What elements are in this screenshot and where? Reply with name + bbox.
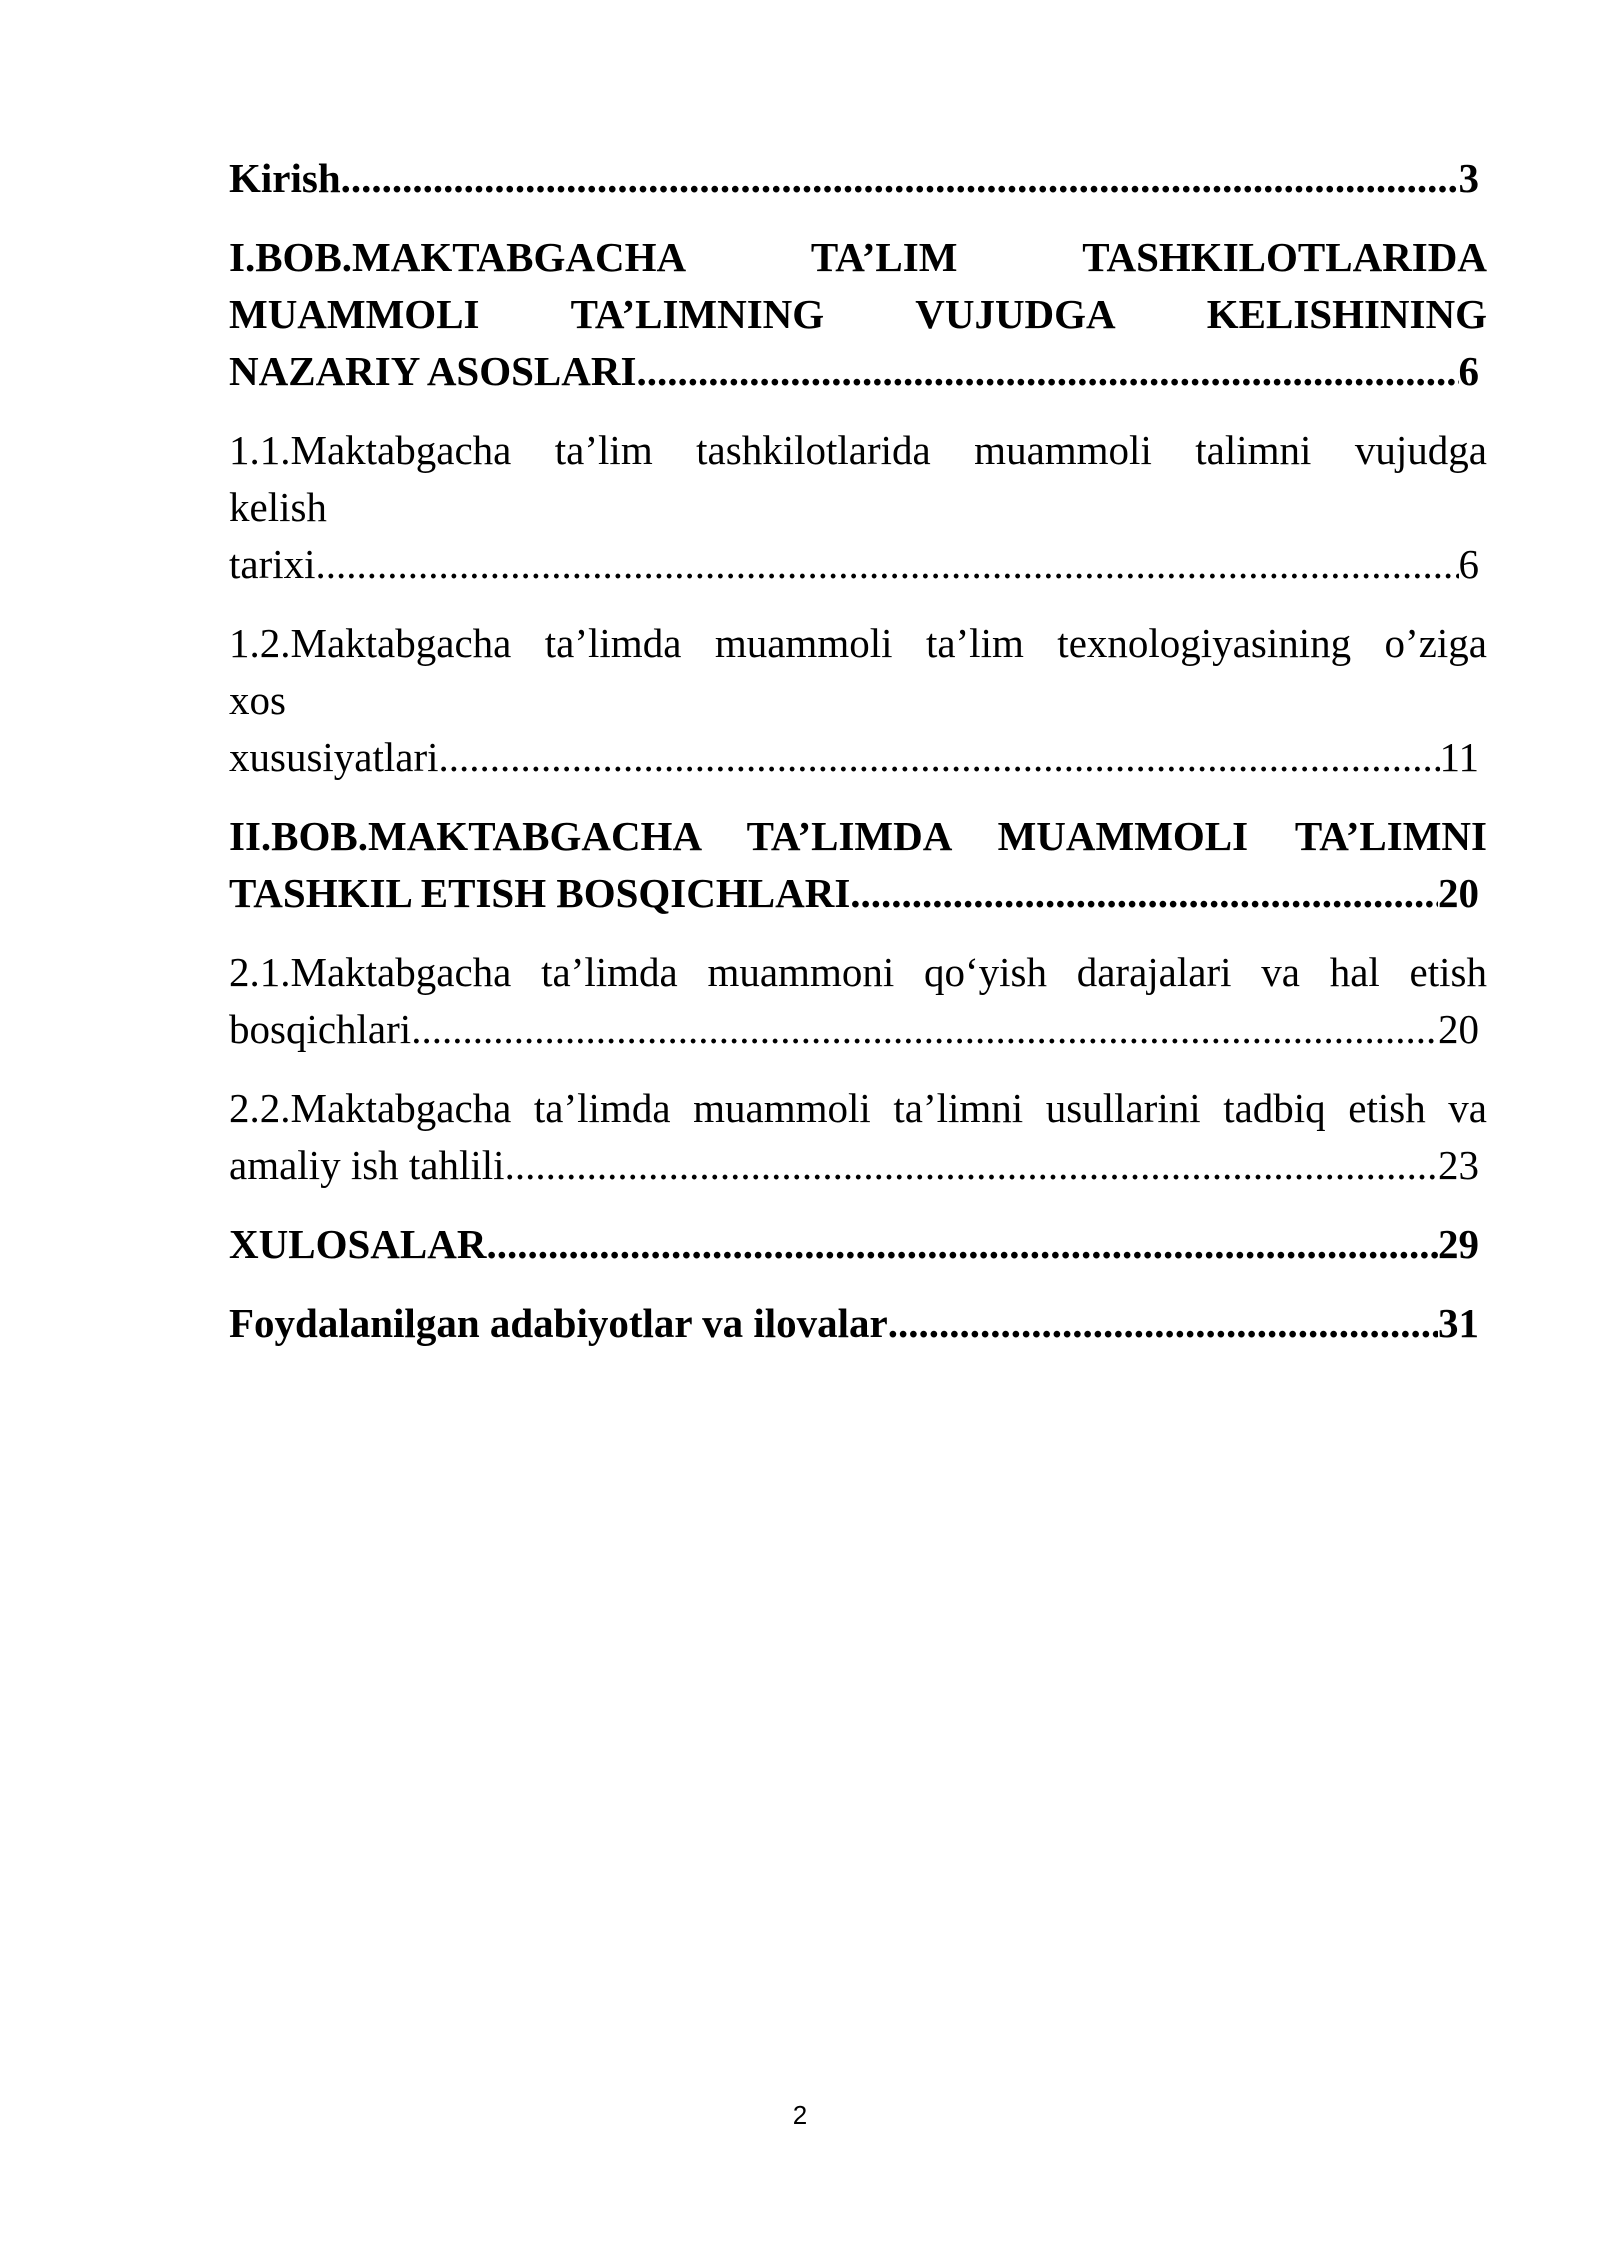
dot-leader [439,729,1440,786]
toc-line [229,343,1479,400]
table-of-contents [229,150,1487,1374]
toc-line [229,729,1479,786]
toc-line [229,150,1479,207]
toc-title-end: TASHKIL ETISH BOSQICHLARI [229,870,851,916]
toc-page-number: 31 [1438,1300,1479,1346]
toc-page-number: 29 [1438,1221,1479,1267]
toc-entry-kirish[interactable] [229,150,1487,207]
toc-title: Foydalanilgan adabiyotlar va ilovalar [229,1300,888,1346]
toc-entry-xulosalar[interactable] [229,1216,1487,1273]
toc-title: 1.2.Maktabgacha ta’limda muammoli ta’lim texnologiyasining o’ziga [229,620,1487,666]
dot-leader [411,1001,1438,1058]
toc-page-number: 23 [1438,1142,1479,1188]
dot-leader [486,1216,1438,1273]
toc-line [229,229,1487,286]
toc-page-number: 11 [1439,734,1479,780]
toc-entry-adabiyotlar[interactable] [229,1295,1487,1352]
toc-line [229,286,1487,343]
toc-title: 1.1.Maktabgacha ta’lim tashkilotlarida muammoli talimni vujudga [229,427,1487,473]
toc-entry-chapter-2[interactable] [229,808,1487,922]
toc-title: XULOSALAR [229,1221,487,1267]
toc-line [229,1137,1479,1194]
toc-title: 2.1.Maktabgacha ta’limda muammoni qo‘yish darajalari va hal etish [229,949,1487,995]
toc-word: I.BOB.MAKTABGACHA [229,234,687,280]
dot-leader [888,1295,1438,1352]
toc-line [229,1216,1479,1273]
toc-title: NAZARIY ASOSLARI [229,348,637,394]
toc-page-number: 3 [1458,155,1479,201]
toc-title-end: xususiyatlari [229,734,439,780]
toc-entry-section-2-2[interactable] [229,1080,1487,1194]
toc-title-continued: xos [229,677,286,723]
toc-page-number: 20 [1438,870,1479,916]
toc-word: KELISHINING [1206,291,1487,337]
toc-page-number: 20 [1438,1006,1479,1052]
toc-word: TA’LIM [810,234,958,280]
toc-line [229,1295,1479,1352]
toc-entry-section-1-1[interactable] [229,422,1487,593]
toc-word: MUAMMOLI [229,291,480,337]
dot-leader [850,865,1438,922]
toc-page-number: 6 [1458,541,1479,587]
toc-entry-chapter-1[interactable] [229,229,1487,400]
toc-title: Kirish [229,155,341,201]
toc-line [229,865,1479,922]
toc-line [229,536,1479,593]
toc-page-number: 6 [1458,348,1479,394]
toc-word: TASHKILOTLARIDA [1082,234,1487,280]
page-number: 2 [792,2100,808,2130]
toc-word: VUJUDGA [915,291,1116,337]
toc-title: II.BOB.MAKTABGACHA TA’LIMDA MUAMMOLI TA’LIMNI [229,813,1487,859]
dot-leader [636,343,1458,400]
toc-title-end: amaliy ish tahlili [229,1142,505,1188]
toc-title-end: bosqichlari [229,1006,412,1052]
dot-leader [341,150,1459,207]
toc-entry-section-2-1[interactable] [229,944,1487,1058]
dot-leader [316,536,1459,593]
toc-title-continued: kelish [229,484,327,530]
toc-title-end: tarixi [229,541,316,587]
toc-entry-section-1-2[interactable] [229,615,1487,786]
dot-leader [505,1137,1438,1194]
toc-title: 2.2.Maktabgacha ta’limda muammoli ta’limni usullarini tadbiq etish va [229,1085,1487,1131]
toc-line [229,1001,1479,1058]
toc-word: TA’LIMNING [570,291,825,337]
